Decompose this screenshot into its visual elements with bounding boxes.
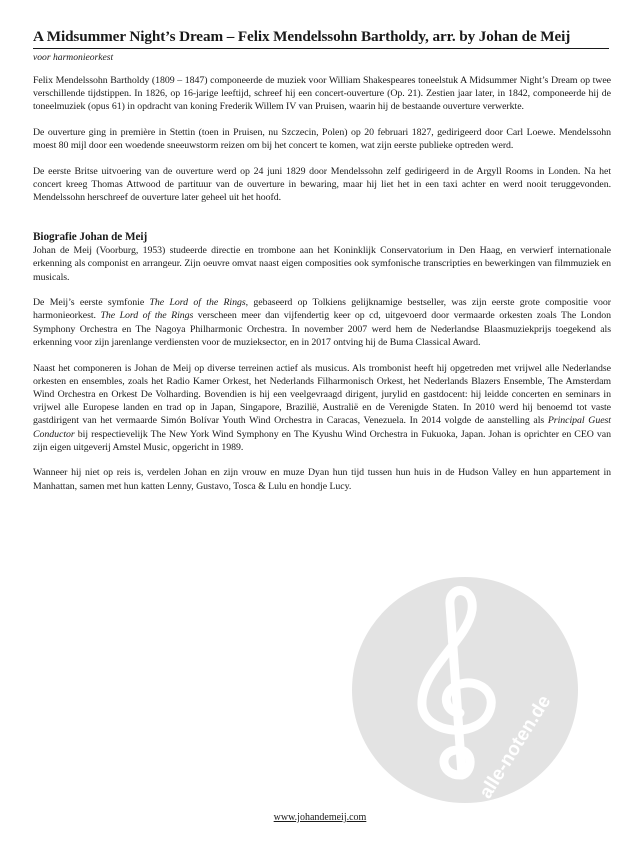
bio-paragraph — [33, 362, 611, 454]
bio-paragraph: Wanneer hij niet op reis is, verdelen Johan en zijn vrouw en muze Dyan hun tijd tussen hun huis in de Hudson Valley en hun appartement in Manhattan, samen met hun katten Lenny, Gustavo, Tosca & Lulu en hondje Lucy. — [33, 467, 611, 492]
intro-paragraph: De eerste Britse uitvoering van de ouverture werd op 24 juni 1829 door Mendelssohn zelf gedirigeerd in de Argyll Rooms in Londen. Na het concert kreeg Thomas Attwood de partituur van de ouverture in bewaring, maar hij liet het in een taxi achter en werd nooit teruggevonden. Mendelssohn herschreef de ouverture later geheel uit het hoofd. — [33, 166, 611, 204]
role-title: Principal Guest Conductor — [33, 415, 611, 440]
bio-paragraph — [33, 296, 611, 349]
page-title: A Midsummer Night’s Dream – Felix Mendelssohn Bartholdy, arr. by Johan de Meij — [33, 28, 571, 45]
footer — [0, 812, 640, 823]
work-title: The Lord of the Rings — [149, 297, 246, 309]
subtitle: voor harmonieorkest — [33, 52, 114, 63]
title-divider — [33, 48, 609, 49]
watermark-text: alle-noten.de — [475, 691, 556, 803]
text-run: De Meij’s eerste symfonie — [33, 297, 150, 309]
text-run: bij respectievelijk The New York Wind Symphony en The Kyushu Wind Orchestra in Fukuoka, Japan. Johan is oprichter en CEO van zijn eigen uitgeverij Amstel Music, opgericht in 1989. — [33, 428, 611, 453]
bio-heading: Biografie Johan de Meij — [33, 230, 148, 243]
website-link[interactable]: www.johandemeij.com — [273, 812, 367, 823]
text-run: , gebaseerd op Tolkiens gelijknamige bestseller, was zijn eerste grote compositie voor harmonieorkest. — [33, 297, 611, 322]
text-run: verscheen meer dan vijfendertig keer op cd, uitgevoerd door vermaarde orkesten zoals The London Symphony Orchestra en The Nagoya Philharmonic Orchestra. In november 2007 werd hem de Nederlandse Blaasmuziekprijs toegekend als erkenning voor zijn jarenlange verdiensten voor de muzieksector, en in 2017 ontving hij de Buma Classical Award. — [33, 310, 611, 348]
text-run: Naast het componeren is Johan de Meij op diverse terreinen actief als musicus. Als trombonist heeft hij opgetreden met vrijwel alle Nederlandse orkesten en ensembles, zoals het Radio Kamer Orkest, het Nederlands Filharmonisch Orkest, het Nederlands Blazers Ensemble, The Amsterdam Wind Orchestra en Orkest De Volharding. Bovendien is hij een veelgevraagd dirigent, jurylid en gastdocent: hij leidde concerten en seminars in vrijwel alle Europese landen en trad op in Japan, Singapore, Brazilië, Australië en de Verenigde Staten. In 2010 werd hij benoemd tot vaste gastdirigent van het vermaarde Simón Bolívar Youth Wind Orchestra in Caracas, Venezuela. In 2014 volgde de aanstelling als — [33, 362, 611, 427]
bio-paragraph: Johan de Meij (Voorburg, 1953) studeerde directie en trombone aan het Koninklijk Conservatorium in Den Haag, en verwierf internationale erkenning als componist en arrangeur. Zijn oeuvre omvat naast eigen composities ook symfonische transcripties en bewerkingen van filmmuziek en musicals. — [33, 245, 611, 283]
watermark — [350, 575, 580, 805]
document-body — [33, 74, 611, 505]
work-title: The Lord of the Rings — [100, 310, 194, 322]
intro-paragraph: De ouverture ging in première in Stettin (toen in Pruisen, nu Szczecin, Polen) op 20 februari 1827, gedirigeerd door Carl Loewe. Mendelssohn moest 80 mijl door een woedende sneeuwstorm reizen om bij het concert te komen, wat zijn eerste publieke optreden werd. — [33, 127, 611, 152]
intro-paragraph: Felix Mendelssohn Bartholdy (1809 – 1847) componeerde de muziek voor William Shakespeares toneelstuk A Midsummer Night’s Dream op twee verschillende tijdstippen. In 1826, op 16-jarige leeftijd, schreef hij een concert-ouverture (Op. 21). Zestien jaar later, in 1842, componeerde hij de toneelmuziek (opus 61) in opdracht van koning Frederik Willem IV van Pruisen, waarin hij de bestaande ouverture verwerkte. — [33, 75, 611, 113]
